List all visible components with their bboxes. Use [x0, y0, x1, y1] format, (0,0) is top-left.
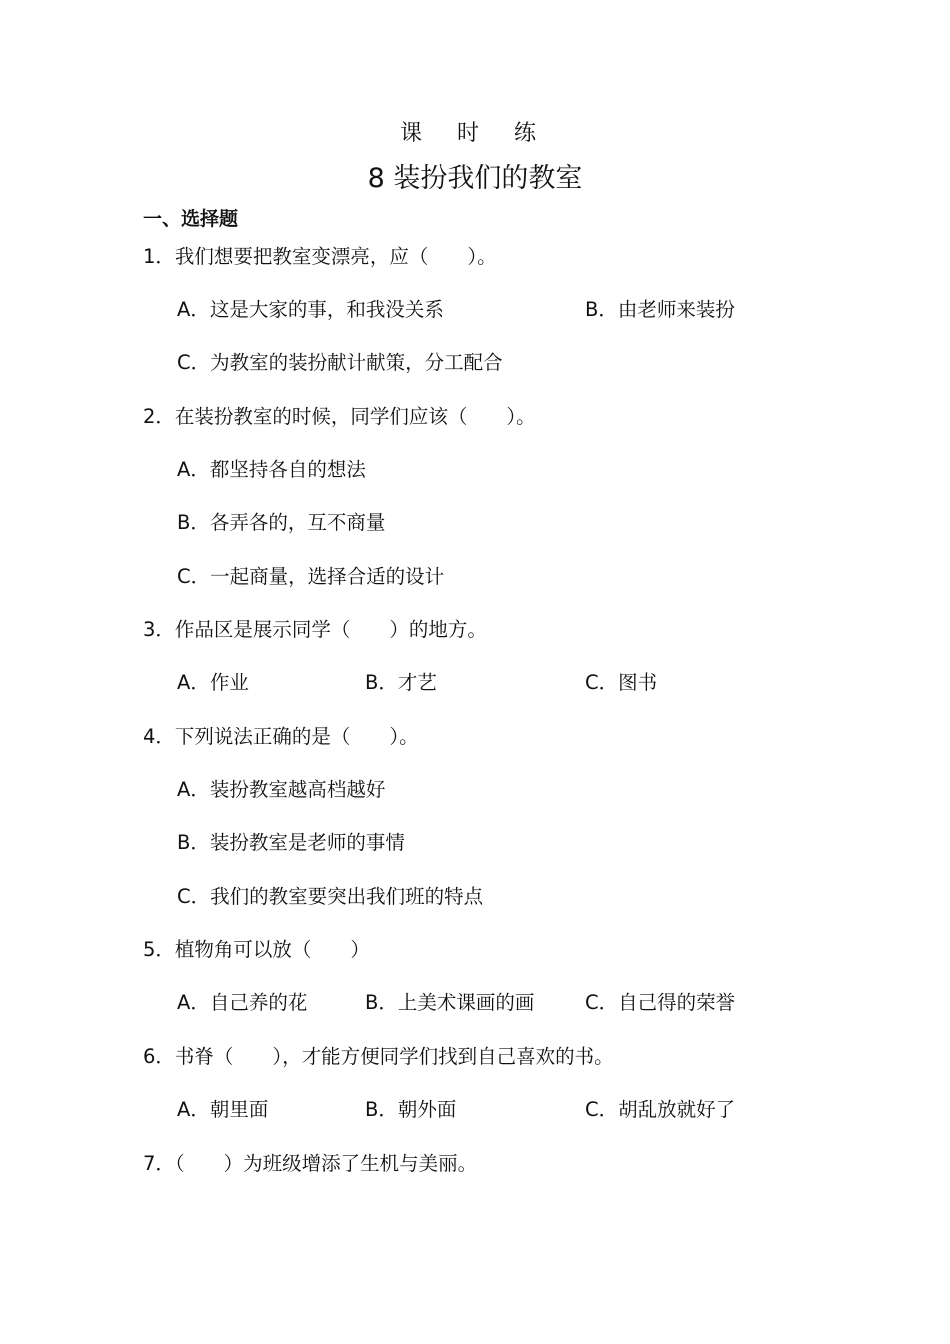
question-4-stem: 4．下列说法正确的是（ ）。: [143, 725, 419, 748]
question-2-option-a: A．都坚持各自的想法: [177, 458, 366, 481]
question-3-option-a: A．作业: [177, 671, 249, 694]
question-4-option-a: A．装扮教室越高档越好: [177, 778, 386, 801]
section-heading: 一、选择题: [143, 208, 239, 230]
question-2-stem: 2．在装扮教室的时候，同学们应该（ ）。: [143, 405, 536, 428]
worksheet-header: 课 时 练: [400, 121, 550, 146]
question-5-stem: 5．植物角可以放（ ）: [143, 938, 370, 961]
question-6-option-b: B．朝外面: [365, 1098, 457, 1121]
question-2-option-b: B．各弄各的，互不商量: [177, 511, 386, 534]
question-4-option-c: C．我们的教室要突出我们班的特点: [177, 885, 484, 908]
question-1-option-c: C．为教室的装扮献计献策，分工配合: [177, 351, 503, 374]
question-6-option-c: C．胡乱放就好了: [585, 1098, 736, 1121]
question-1-stem: 1．我们想要把教室变漂亮，应（ ）。: [143, 245, 497, 268]
question-6-option-a: A．朝里面: [177, 1098, 269, 1121]
question-5-option-c: C．自己得的荣誉: [585, 991, 736, 1014]
question-5-option-a: A．自己养的花: [177, 991, 308, 1014]
question-4-option-b: B．装扮教室是老师的事情: [177, 831, 405, 854]
lesson-title: 8 装扮我们的教室: [367, 163, 583, 194]
question-3-option-c: C．图书: [585, 671, 658, 694]
question-7-stem: 7．（ ）为班级增添了生机与美丽。: [143, 1152, 478, 1175]
question-1-option-b: B．由老师来装扮: [585, 298, 735, 321]
question-3-stem: 3．作品区是展示同学（ ）的地方。: [143, 618, 487, 641]
question-1-option-a: A．这是大家的事，和我没关系: [177, 298, 444, 321]
question-5-option-b: B．上美术课画的画: [365, 991, 535, 1014]
question-2-option-c: C．一起商量，选择合适的设计: [177, 565, 445, 588]
question-3-option-b: B．才艺: [365, 671, 437, 694]
question-6-stem: 6．书脊（ ），才能方便同学们找到自己喜欢的书。: [143, 1045, 614, 1068]
